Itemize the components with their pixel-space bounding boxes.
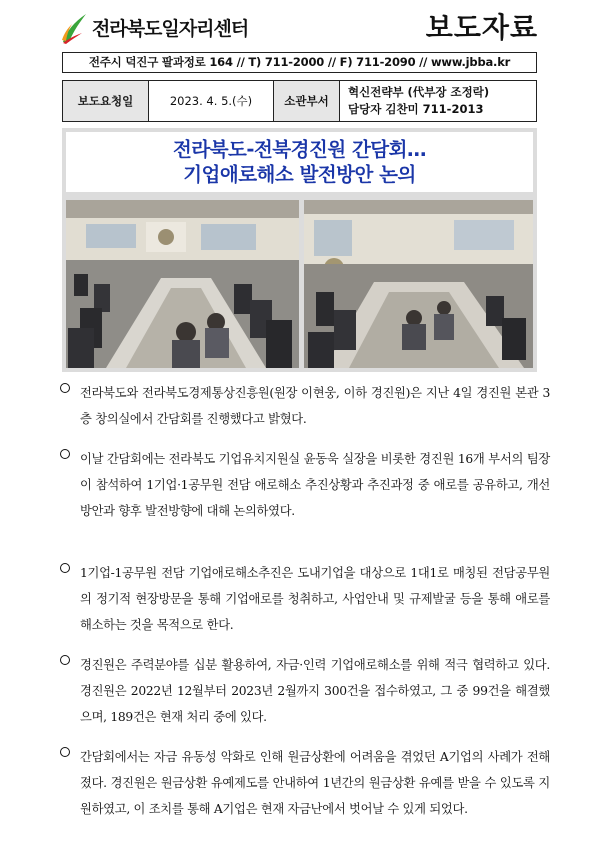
circle-bullet-icon	[60, 383, 70, 393]
release-meta-table	[62, 80, 537, 122]
circle-bullet-icon	[60, 449, 70, 459]
department-name: 혁신전략부 (代부장 조정락)	[348, 85, 490, 99]
organization-name: 전라북도일자리센터	[92, 18, 249, 40]
headline-line-2: 기업애로해소 발전방안 논의	[183, 163, 416, 186]
paragraph-text: 이날 간담회에는 전라북도 기업유치지원실 윤동욱 실장을 비롯한 경진원 16개 부서의 팀장이 참석하여 1기업·1공무원 전담 애로해소 추진상황과 추진과정 중 애로를 공유하고, 개선방안과 향후 발전방향에 대해 논의하였다.	[80, 452, 550, 518]
department-label: 소관부서	[274, 81, 340, 122]
headline-box	[62, 128, 537, 196]
header	[0, 0, 600, 48]
paragraph-text: 간담회에서는 자금 유동성 악화로 인해 원금상환에 어려움을 겪었던 A기업의 사례가 전해졌다. 경진원은 원금상환 유예제도를 안내하여 1년간의 원금상환 유예를 받을 수 있도록 지원하였고, 이 조치를 통해 A기업은 현재 자금난에서 벗어날 수 있게 되었다.	[80, 750, 550, 816]
organization-logo-icon	[60, 12, 88, 44]
request-date-value: 2023. 4. 5.(수)	[149, 81, 274, 122]
contact-info-bar: 전주시 덕진구 팔과정로 164 // T) 711-2000 // F) 711-2090 // www.jbba.kr	[62, 52, 537, 73]
circle-bullet-icon	[60, 655, 70, 665]
paragraph-text: 전라북도와 전라북도경제통상진흥원(원장 이현웅, 이하 경진원)은 지난 4일 경진원 본관 3층 창의실에서 간담회를 진행했다고 밝혔다.	[80, 386, 550, 426]
circle-bullet-icon	[60, 563, 70, 573]
paragraph-text: 경진원은 주력분야를 십분 활용하여, 자금·인력 기업애로해소를 위해 적극 협력하고 있다. 경진원은 2022년 12월부터 2023년 2월까지 300건을 접수하였고, 그 중 99건을 해결했으며, 189건은 현재 처리 중에 있다.	[80, 658, 550, 724]
photo-strip	[62, 196, 537, 372]
press-release-title: 보도자료	[425, 11, 538, 44]
headline-line-1: 전라북도-전북경진원 간담회…	[173, 138, 426, 161]
paragraph-text: 1기업-1공무원 전담 기업애로해소추진은 도내기업을 대상으로 1대1로 매칭된 전담공무원의 정기적 현장방문을 통해 기업애로를 청취하고, 사업안내 및 규제발굴 등을 통해 애로를 해소하는 것을 목적으로 한다.	[80, 566, 550, 632]
department-contact: 담당자 김찬미 711-2013	[348, 102, 484, 116]
department-info	[340, 81, 537, 122]
meeting-photo-1	[66, 200, 299, 368]
circle-bullet-icon	[60, 747, 70, 757]
meeting-photo-2	[304, 200, 533, 368]
request-date-label: 보도요청일	[63, 81, 149, 122]
